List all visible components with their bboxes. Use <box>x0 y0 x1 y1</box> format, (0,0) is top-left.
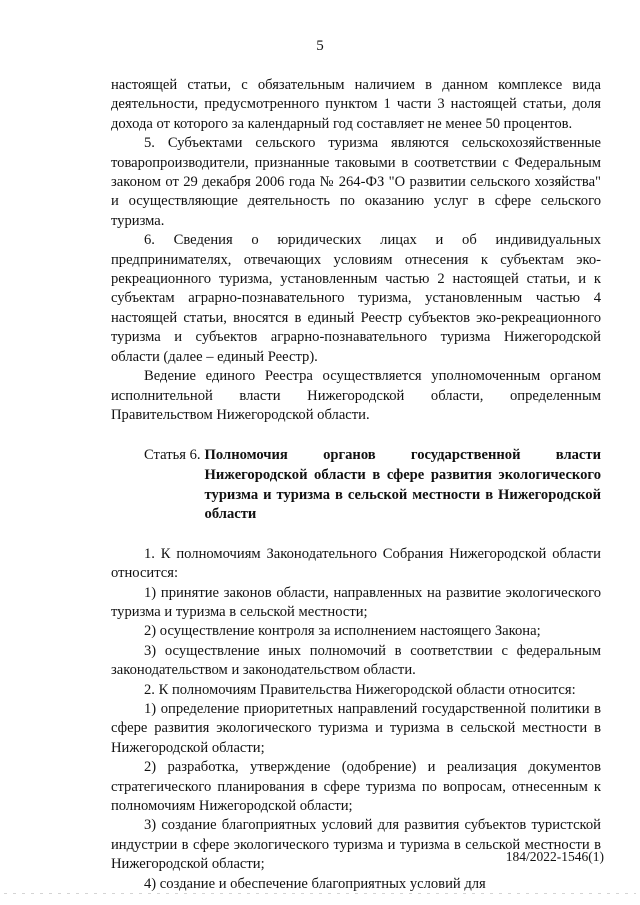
paragraph-section-1-item-2: 2) осуществление контроля за исполнением настоящего Закона; <box>144 623 541 640</box>
paragraph-registry: Ведение единого Реестра осуществляется уполномоченным органом исполнительной власти Нижегородской области, определенным Правительством Нижегородской области. <box>111 368 601 423</box>
page-number: 5 <box>316 38 324 54</box>
article-heading <box>111 446 601 524</box>
paragraph-section-1-item-1: 1) принятие законов области, направленных на развитие экологического туризма и туризма в сельской местности; <box>111 584 601 620</box>
paragraph-section-2-item-4: 4) создание и обеспечение благоприятных условий для <box>144 875 486 892</box>
paragraph-continuation: настоящей статьи, с обязательным наличием в данном комплексе вида деятельности, предусмотренного пунктом 1 части 3 настоящей статьи, доля дохода от которого за календарный год составляет не менее 50 процентов. <box>111 77 601 132</box>
paragraph-section-2-item-1: 1) определение приоритетных направлений государственной политики в сфере развития экологического туризма и туризма в сельской местности в Нижегородской области; <box>111 700 601 756</box>
paragraph-section-2-item-3: 3) создание благоприятных условий для развития субъектов туристской индустрии в сфере экологического туризма и туризма в сельской местности в Нижегородской области; <box>111 817 601 873</box>
paragraph-section-2: 2. К полномочиям Правительства Нижегородской области относится: <box>144 681 576 698</box>
paragraph-section-1: 1. К полномочиям Законодательного Собрания Нижегородской области относится: <box>111 545 601 582</box>
document-body <box>111 76 601 894</box>
paragraph-section-1-item-3: 3) осуществление иных полномочий в соответствии с федеральным законодательством и законодательством области. <box>111 642 601 679</box>
article-title: Полномочия органов государственной власти Нижегородской области в сфере развития экологического туризма и туризма в сельской местности в Нижегородской области <box>204 447 601 523</box>
paragraph-item-5: 5. Субъектами сельского туризма являются сельскохозяйственные товаропроизводители, признанные таковыми в соответствии с Федеральным законом от 29 декабря 2006 года № 264-ФЗ "О развитии сельского хозяйства" и осуществляющие деятельность по оказанию услуг в сфере сельского туризма. <box>111 135 601 229</box>
paragraph-item-6: 6. Сведения о юридических лицах и об индивидуальных предпринимателях, отвечающих условиям отнесения к субъектам эко-рекреационного туризма, установленным частью 2 настоящей статьи, и к субъектам аграрно-познавательного туризма, установленным частью 4 настоящей статьи, вносятся в единый Реестр субъектов эко-рекреационного туризма и субъектов аграрно-познавательного туризма Нижегородской области (далее – единый Реестр). <box>111 232 601 365</box>
document-code: 184/2022-1546(1) <box>505 849 604 864</box>
article-label: Статья 6. <box>144 447 201 464</box>
scan-edge-noise <box>4 893 636 894</box>
paragraph-section-2-item-2: 2) разработка, утверждение (одобрение) и реализация документов стратегического планирования в сфере туризма по вопросам, отнесенным к полномочиям Нижегородской области; <box>111 759 601 814</box>
